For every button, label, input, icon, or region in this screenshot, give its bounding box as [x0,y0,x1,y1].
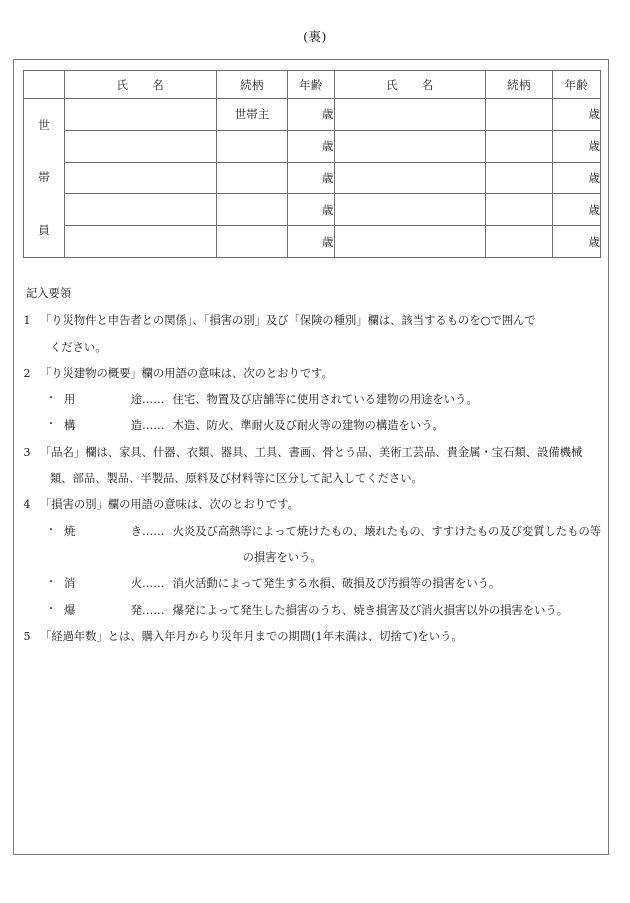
bullet-dot-icon: ・ [46,603,56,615]
name-input-cell-2[interactable] [334,194,486,226]
table-header-row [24,71,601,99]
instruction-number: 2 [23,366,31,380]
vertical-label-char: 世 [38,117,50,132]
bullet-dot-icon: ・ [46,577,56,589]
relation-cell-2[interactable] [486,226,553,258]
age-cell[interactable]: 歳 [288,226,334,258]
instruction-line: 「品名」欄は、家具、什器、衣類、器具、工具、書画、骨とう品、美術工芸品、貴金属・宝石類、設備機械 [40,445,583,459]
bullet-leader-dots: …… [142,603,165,617]
bullet-definition: 消火活動によって発生する水損、破損及び汚損等の損害をいう。 [172,577,501,591]
instruction-body [40,499,610,510]
name-input-cell-2[interactable] [334,99,486,131]
instruction-body [40,368,610,379]
bullet-leader-dots: …… [142,524,165,538]
bullet-leader-dots: …… [142,393,165,407]
instruction-line: 類、部品、製品、半製品、原料及び材料等に区分して記入してください。 [50,472,423,486]
instructions-list [14,315,610,642]
vertical-label-char: 員 [38,222,50,237]
bullet-leader-dots: …… [142,419,165,433]
header-relation-2: 続柄 [486,71,553,99]
instruction-body [40,315,610,353]
instruction-bullet [46,394,610,405]
relation-cell[interactable] [216,130,288,162]
bullet-term: 焼 き [64,524,142,538]
bullet-leader-dots: …… [142,577,165,591]
bullet-term: 消 火 [64,577,142,591]
table-row [24,162,601,194]
age-cell[interactable]: 歳 [288,130,334,162]
instruction-body [40,631,610,642]
instructions-title: 記入要領 [26,287,72,300]
instruction-item [14,631,610,642]
relation-cell[interactable] [216,162,288,194]
name-input-cell[interactable] [64,99,216,131]
household-vertical-label [24,99,65,258]
bullet-term: 用 途 [64,393,142,407]
instruction-bullet [46,420,610,431]
age-cell[interactable]: 歳 [288,99,334,131]
relation-cell[interactable] [216,226,288,258]
header-blank-corner [24,71,65,99]
relation-cell-2[interactable] [486,99,553,131]
instruction-bullet [46,578,610,589]
name-input-cell[interactable] [64,226,216,258]
name-input-cell[interactable] [64,130,216,162]
age-cell-2[interactable]: 歳 [552,194,600,226]
relation-cell-2[interactable] [486,130,553,162]
household-members-table [23,70,601,258]
bullet-definition: 木造、防火、準耐火及び耐火等の建物の構造をいう。 [172,419,444,433]
instruction-bullet [46,526,610,564]
instruction-item [14,315,610,353]
age-cell[interactable]: 歳 [288,162,334,194]
instruction-item [14,447,610,485]
bullet-definition-continued: の損害をいう。 [242,550,322,564]
bullet-dot-icon: ・ [46,524,56,536]
name-input-cell[interactable] [64,194,216,226]
relation-cell-2[interactable] [486,194,553,226]
vertical-label-char: 帯 [38,170,50,185]
header-name-2: 氏 名 [334,71,486,99]
name-input-cell-2[interactable] [334,130,486,162]
instruction-number: 3 [23,445,31,459]
header-name: 氏 名 [64,71,216,99]
bullet-definition: 住宅、物置及び店舗等に使用されている建物の用途をいう。 [172,393,478,407]
instruction-line: ください。 [50,340,107,354]
bullet-definition: 爆発によって発生した損害のうち、焼き損害及び消火損害以外の損害をいう。 [172,603,568,617]
name-input-cell-2[interactable] [334,162,486,194]
instruction-line: 「り災物件と申告者との関係」、「損害の別」及び「保険の種別」欄は、該当するものを○で囲んで [40,314,536,328]
age-cell-2[interactable]: 歳 [552,130,600,162]
household-table-container [23,70,601,258]
name-input-cell[interactable] [64,162,216,194]
bullet-term: 構 造 [64,419,142,433]
age-cell-2[interactable]: 歳 [552,99,600,131]
name-input-cell-2[interactable] [334,226,486,258]
instruction-number: 4 [23,498,31,512]
instruction-line: 「損害の別」欄の用語の意味は、次のとおりです。 [40,498,299,512]
bullet-dot-icon: ・ [46,419,56,431]
instruction-number: 1 [23,314,31,328]
bullet-dot-icon: ・ [46,393,56,405]
table-row [24,194,601,226]
instruction-item [14,499,610,510]
bullet-definition: 火炎及び高熱等によって焼けたもの、壊れたもの、すすけたもの及び変質したもの等 の損害をいう。 [173,526,610,564]
instruction-line: 「経過年数」とは、購入年月からり災年月までの期間(1年未満は、切捨て)をいう。 [40,629,463,643]
header-relation: 続柄 [216,71,288,99]
bullet-term: 爆 発 [64,603,142,617]
instruction-item [14,368,610,379]
relation-cell-2[interactable] [486,162,553,194]
relation-cell[interactable]: 世帯主 [216,99,288,131]
instructions-section [14,288,610,657]
table-row [24,99,601,131]
instruction-bullet [46,605,610,616]
table-row [24,226,601,258]
header-age-2: 年齢 [552,71,600,99]
age-cell-2[interactable]: 歳 [552,162,600,194]
relation-cell[interactable] [216,194,288,226]
header-age: 年齢 [288,71,334,99]
age-cell-2[interactable]: 歳 [552,226,600,258]
instruction-body [40,447,610,485]
instruction-line: 「り災建物の概要」欄の用語の意味は、次のとおりです。 [40,366,333,380]
instruction-number: 5 [23,629,31,643]
table-row [24,130,601,162]
page-side-mark: (裏) [303,29,327,44]
page-frame [13,59,609,855]
age-cell[interactable]: 歳 [288,194,334,226]
